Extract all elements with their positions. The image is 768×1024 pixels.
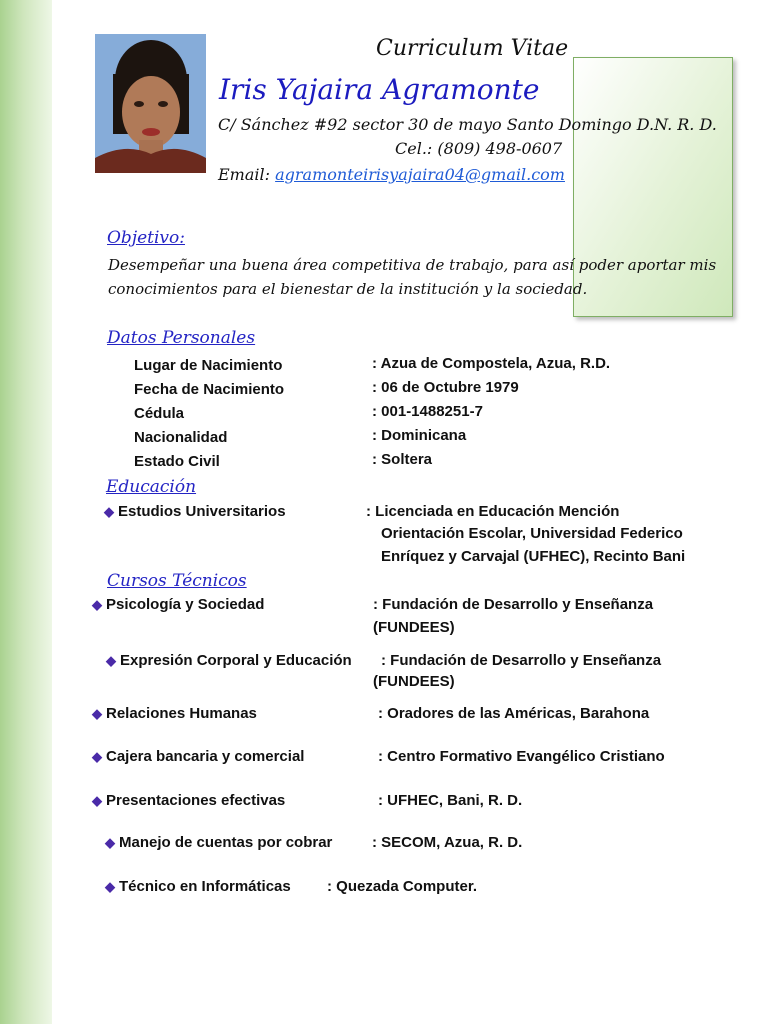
curso-item [92, 596, 264, 613]
cursos-tecnicos-heading: Cursos Técnicos [107, 571, 247, 591]
curso-value-cont: (FUNDEES) [373, 673, 455, 690]
curso-value-cont: (FUNDEES) [373, 619, 455, 636]
datos-label: Estado Civil [134, 453, 220, 470]
diamond-bullet-icon: ◆ [105, 835, 115, 850]
document-title: Curriculum Vitae [376, 36, 569, 61]
curso-label: Expresión Corporal y Educación [120, 652, 352, 669]
curso-label: Psicología y Sociedad [106, 596, 265, 613]
curso-item [92, 792, 285, 809]
curso-value: : UFHEC, Bani, R. D. [378, 792, 523, 809]
curso-value: : Oradores de las Américas, Barahona [378, 705, 650, 722]
decorative-green-box [573, 57, 733, 317]
curso-item [92, 705, 257, 722]
curso-item [105, 834, 332, 851]
email-link[interactable]: agramonteirisyajaira04@gmail.com [275, 165, 565, 184]
datos-label: Cédula [134, 405, 185, 422]
datos-personales-heading: Datos Personales [107, 328, 256, 348]
datos-value: : Soltera [372, 451, 433, 468]
datos-label: Fecha de Nacimiento [134, 381, 285, 398]
educacion-heading: Educación [106, 477, 197, 497]
diamond-bullet-icon: ◆ [92, 749, 102, 764]
diamond-bullet-icon: ◆ [104, 504, 114, 519]
curso-label: Manejo de cuentas por cobrar [119, 834, 333, 851]
curso-value: : Quezada Computer. [327, 878, 478, 895]
diamond-bullet-icon: ◆ [92, 793, 102, 808]
datos-item-lugar [130, 357, 282, 374]
phone: Cel.: (809) 498-0607 [395, 139, 563, 158]
curso-label: Técnico en Informáticas [119, 878, 291, 895]
curso-value: : Centro Formativo Evangélico Cristiano [378, 748, 665, 765]
email-label: Email: [218, 165, 271, 184]
curso-value: : SECOM, Azua, R. D. [372, 834, 523, 851]
address: C/ Sánchez #92 sector 30 de mayo Santo Domingo D.N. R. D. [218, 115, 717, 134]
datos-item-fecha [130, 381, 284, 398]
datos-item-estado-civil [130, 453, 220, 470]
datos-item-nacionalidad [130, 429, 227, 446]
datos-value: : Azua de Compostela, Azua, R.D. [372, 355, 611, 372]
objetivo-heading: Objetivo: [107, 228, 185, 248]
curso-label: Presentaciones efectivas [106, 792, 286, 809]
profile-photo [95, 34, 206, 173]
objetivo-text-line2: conocimientos para el bienestar de la institución y la sociedad. [108, 280, 588, 298]
educacion-item [104, 503, 286, 520]
datos-label: Nacionalidad [134, 429, 228, 446]
curso-item [106, 652, 352, 669]
email-line [218, 165, 565, 184]
datos-label: Lugar de Nacimiento [134, 357, 283, 374]
diamond-bullet-icon: ◆ [92, 706, 102, 721]
curso-label: Cajera bancaria y comercial [106, 748, 305, 765]
candidate-name: Iris Yajaira Agramonte [219, 73, 540, 106]
curso-value: : Fundación de Desarrollo y Enseñanza [373, 596, 654, 613]
left-decorative-bar [0, 0, 52, 1024]
diamond-bullet-icon: ◆ [92, 597, 102, 612]
datos-value: : 001-1488251-7 [372, 403, 483, 420]
diamond-bullet-icon: ◆ [105, 879, 115, 894]
objetivo-text-line1: Desempeñar una buena área competitiva de trabajo, para así poder aportar mis [108, 256, 717, 274]
curso-item [92, 748, 304, 765]
curso-label: Relaciones Humanas [106, 705, 257, 722]
educacion-value-line2: Orientación Escolar, Universidad Federico [381, 525, 683, 542]
diamond-bullet-icon: ◆ [106, 653, 116, 668]
datos-value: : 06 de Octubre 1979 [372, 379, 519, 396]
datos-value: : Dominicana [372, 427, 467, 444]
curso-value: : Fundación de Desarrollo y Enseñanza [381, 652, 662, 669]
educacion-value-line3: Enríquez y Carvajal (UFHEC), Recinto Bani [381, 548, 686, 565]
datos-item-cedula [130, 405, 184, 422]
curso-item [105, 878, 291, 895]
educacion-label: Estudios Universitarios [118, 503, 286, 520]
educacion-value-line1: : Licenciada en Educación Mención [366, 503, 620, 520]
